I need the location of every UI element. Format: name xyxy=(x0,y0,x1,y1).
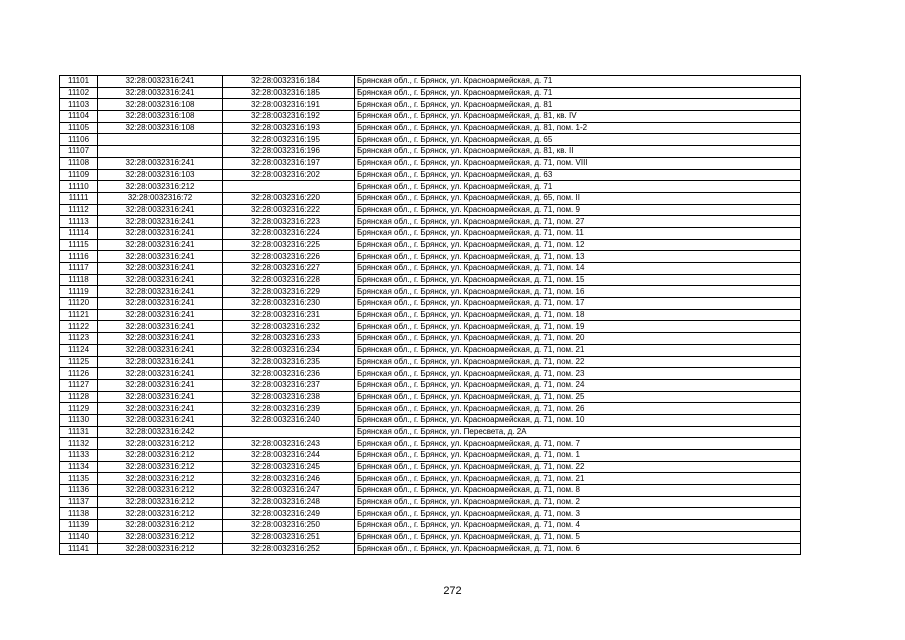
parent-cadastral-number-cell: 32:28:0032316:241 xyxy=(98,403,223,415)
row-number-cell: 11128 xyxy=(60,391,98,403)
row-number-cell: 11137 xyxy=(60,496,98,508)
address-cell: Брянская обл., г. Брянск, ул. Красноармейская, д. 71, пом. 7 xyxy=(355,438,801,450)
address-cell: Брянская обл., г. Брянск, ул. Красноармейская, д. 71, пом. 6 xyxy=(355,543,801,555)
row-number-cell: 11116 xyxy=(60,251,98,263)
table-row xyxy=(60,216,801,228)
row-number-cell: 11141 xyxy=(60,543,98,555)
cadastral-number-cell: 32:28:0032316:184 xyxy=(223,76,355,88)
table-row xyxy=(60,473,801,485)
table-row xyxy=(60,391,801,403)
cadastral-number-cell: 32:28:0032316:232 xyxy=(223,321,355,333)
table-row xyxy=(60,450,801,462)
address-cell: Брянская обл., г. Брянск, ул. Красноармейская, д. 71, пом. 20 xyxy=(355,333,801,345)
parent-cadastral-number-cell: 32:28:0032316:241 xyxy=(98,274,223,286)
table-row xyxy=(60,192,801,204)
table-row xyxy=(60,204,801,216)
address-cell: Брянская обл., г. Брянск, ул. Пересвета, д. 2А xyxy=(355,426,801,438)
row-number-cell: 11109 xyxy=(60,169,98,181)
cadastral-number-cell: 32:28:0032316:228 xyxy=(223,274,355,286)
table-row xyxy=(60,286,801,298)
address-cell: Брянская обл., г. Брянск, ул. Красноармейская, д. 71, пом. 5 xyxy=(355,531,801,543)
cadastral-number-cell: 32:28:0032316:235 xyxy=(223,356,355,368)
table-row xyxy=(60,485,801,497)
parent-cadastral-number-cell: 32:28:0032316:241 xyxy=(98,263,223,275)
address-cell: Брянская обл., г. Брянск, ул. Красноармейская, д. 71, пом. 23 xyxy=(355,368,801,380)
cadastral-number-cell: 32:28:0032316:222 xyxy=(223,204,355,216)
page-number: 272 xyxy=(443,585,462,597)
table-row xyxy=(60,239,801,251)
parent-cadastral-number-cell: 32:28:0032316:241 xyxy=(98,333,223,345)
address-cell: Брянская обл., г. Брянск, ул. Красноармейская, д. 71, пом. 19 xyxy=(355,321,801,333)
row-number-cell: 11121 xyxy=(60,309,98,321)
parent-cadastral-number-cell: 32:28:0032316:241 xyxy=(98,204,223,216)
address-cell: Брянская обл., г. Брянск, ул. Красноармейская, д. 81, кв. II xyxy=(355,146,801,158)
cadastral-number-cell: 32:28:0032316:243 xyxy=(223,438,355,450)
table-row xyxy=(60,134,801,146)
row-number-cell: 11125 xyxy=(60,356,98,368)
row-number-cell: 11136 xyxy=(60,485,98,497)
table-row xyxy=(60,309,801,321)
table-row xyxy=(60,181,801,193)
row-number-cell: 11103 xyxy=(60,99,98,111)
parent-cadastral-number-cell: 32:28:0032316:241 xyxy=(98,368,223,380)
cadastral-number-cell: 32:28:0032316:193 xyxy=(223,122,355,134)
cadastral-number-cell: 32:28:0032316:197 xyxy=(223,157,355,169)
cadastral-number-cell xyxy=(223,426,355,438)
row-number-cell: 11140 xyxy=(60,531,98,543)
parent-cadastral-number-cell: 32:28:0032316:212 xyxy=(98,531,223,543)
table-row xyxy=(60,111,801,123)
table-row xyxy=(60,356,801,368)
table-row xyxy=(60,227,801,239)
cadastral-number-cell: 32:28:0032316:248 xyxy=(223,496,355,508)
address-cell: Брянская обл., г. Брянск, ул. Красноармейская, д. 71, пом. 26 xyxy=(355,403,801,415)
cadastral-number-cell: 32:28:0032316:237 xyxy=(223,379,355,391)
address-cell: Брянская обл., г. Брянск, ул. Красноармейская, д. 71, пом. 16 xyxy=(355,286,801,298)
parent-cadastral-number-cell: 32:28:0032316:212 xyxy=(98,543,223,555)
table-row xyxy=(60,344,801,356)
row-number-cell: 11138 xyxy=(60,508,98,520)
row-number-cell: 11130 xyxy=(60,414,98,426)
cadastral-number-cell: 32:28:0032316:234 xyxy=(223,344,355,356)
row-number-cell: 11112 xyxy=(60,204,98,216)
cadastral-number-cell: 32:28:0032316:224 xyxy=(223,227,355,239)
table-row xyxy=(60,263,801,275)
parent-cadastral-number-cell: 32:28:0032316:241 xyxy=(98,87,223,99)
cadastral-number-cell: 32:28:0032316:192 xyxy=(223,111,355,123)
table-row xyxy=(60,333,801,345)
parent-cadastral-number-cell: 32:28:0032316:241 xyxy=(98,391,223,403)
parent-cadastral-number-cell: 32:28:0032316:108 xyxy=(98,122,223,134)
table-row xyxy=(60,520,801,532)
row-number-cell: 11134 xyxy=(60,461,98,473)
parent-cadastral-number-cell: 32:28:0032316:212 xyxy=(98,450,223,462)
parent-cadastral-number-cell: 32:28:0032316:241 xyxy=(98,356,223,368)
cadastral-number-cell: 32:28:0032316:251 xyxy=(223,531,355,543)
cadastral-registry-table xyxy=(59,75,801,555)
row-number-cell: 11139 xyxy=(60,520,98,532)
table-row xyxy=(60,403,801,415)
row-number-cell: 11132 xyxy=(60,438,98,450)
parent-cadastral-number-cell: 32:28:0032316:212 xyxy=(98,181,223,193)
row-number-cell: 11102 xyxy=(60,87,98,99)
parent-cadastral-number-cell: 32:28:0032316:241 xyxy=(98,379,223,391)
cadastral-number-cell xyxy=(223,181,355,193)
parent-cadastral-number-cell: 32:28:0032316:212 xyxy=(98,508,223,520)
row-number-cell: 11122 xyxy=(60,321,98,333)
address-cell: Брянская обл., г. Брянск, ул. Красноармейская, д. 71, пом. 17 xyxy=(355,298,801,310)
parent-cadastral-number-cell: 32:28:0032316:241 xyxy=(98,298,223,310)
parent-cadastral-number-cell: 32:28:0032316:108 xyxy=(98,99,223,111)
table-row xyxy=(60,368,801,380)
address-cell: Брянская обл., г. Брянск, ул. Красноармейская, д. 81, пом. 1-2 xyxy=(355,122,801,134)
parent-cadastral-number-cell: 32:28:0032316:241 xyxy=(98,344,223,356)
table-row xyxy=(60,321,801,333)
parent-cadastral-number-cell: 32:28:0032316:212 xyxy=(98,485,223,497)
row-number-cell: 11133 xyxy=(60,450,98,462)
table-row xyxy=(60,122,801,134)
address-cell: Брянская обл., г. Брянск, ул. Красноармейская, д. 71, пом. 15 xyxy=(355,274,801,286)
cadastral-number-cell: 32:28:0032316:233 xyxy=(223,333,355,345)
row-number-cell: 11119 xyxy=(60,286,98,298)
cadastral-number-cell: 32:28:0032316:227 xyxy=(223,263,355,275)
row-number-cell: 11120 xyxy=(60,298,98,310)
address-cell: Брянская обл., г. Брянск, ул. Красноармейская, д. 71, пом. 3 xyxy=(355,508,801,520)
cadastral-number-cell: 32:28:0032316:239 xyxy=(223,403,355,415)
table-body xyxy=(60,76,801,555)
table-row xyxy=(60,76,801,88)
cadastral-number-cell: 32:28:0032316:229 xyxy=(223,286,355,298)
address-cell: Брянская обл., г. Брянск, ул. Красноармейская, д. 71, пом. VIII xyxy=(355,157,801,169)
row-number-cell: 11111 xyxy=(60,192,98,204)
row-number-cell: 11123 xyxy=(60,333,98,345)
cadastral-number-cell: 32:28:0032316:249 xyxy=(223,508,355,520)
table-row xyxy=(60,379,801,391)
row-number-cell: 11113 xyxy=(60,216,98,228)
cadastral-number-cell: 32:28:0032316:238 xyxy=(223,391,355,403)
address-cell: Брянская обл., г. Брянск, ул. Красноармейская, д. 81, кв. IV xyxy=(355,111,801,123)
parent-cadastral-number-cell: 32:28:0032316:108 xyxy=(98,111,223,123)
address-cell: Брянская обл., г. Брянск, ул. Красноармейская, д. 71 xyxy=(355,76,801,88)
parent-cadastral-number-cell: 32:28:0032316:212 xyxy=(98,461,223,473)
row-number-cell: 11117 xyxy=(60,263,98,275)
table-row xyxy=(60,508,801,520)
address-cell: Брянская обл., г. Брянск, ул. Красноармейская, д. 71, пом. 13 xyxy=(355,251,801,263)
cadastral-number-cell: 32:28:0032316:252 xyxy=(223,543,355,555)
address-cell: Брянская обл., г. Брянск, ул. Красноармейская, д. 71, пом. 24 xyxy=(355,379,801,391)
cadastral-number-cell: 32:28:0032316:244 xyxy=(223,450,355,462)
row-number-cell: 11110 xyxy=(60,181,98,193)
address-cell: Брянская обл., г. Брянск, ул. Красноармейская, д. 71, пом. 4 xyxy=(355,520,801,532)
row-number-cell: 11126 xyxy=(60,368,98,380)
row-number-cell: 11118 xyxy=(60,274,98,286)
address-cell: Брянская обл., г. Брянск, ул. Красноармейская, д. 71, пом. 11 xyxy=(355,227,801,239)
address-cell: Брянская обл., г. Брянск, ул. Красноармейская, д. 65 xyxy=(355,134,801,146)
parent-cadastral-number-cell: 32:28:0032316:241 xyxy=(98,309,223,321)
parent-cadastral-number-cell: 32:28:0032316:212 xyxy=(98,473,223,485)
row-number-cell: 11108 xyxy=(60,157,98,169)
row-number-cell: 11124 xyxy=(60,344,98,356)
parent-cadastral-number-cell: 32:28:0032316:103 xyxy=(98,169,223,181)
cadastral-number-cell: 32:28:0032316:247 xyxy=(223,485,355,497)
parent-cadastral-number-cell: 32:28:0032316:212 xyxy=(98,520,223,532)
address-cell: Брянская обл., г. Брянск, ул. Красноармейская, д. 71, пом. 9 xyxy=(355,204,801,216)
row-number-cell: 11127 xyxy=(60,379,98,391)
row-number-cell: 11135 xyxy=(60,473,98,485)
parent-cadastral-number-cell: 32:28:0032316:241 xyxy=(98,239,223,251)
parent-cadastral-number-cell: 32:28:0032316:241 xyxy=(98,227,223,239)
parent-cadastral-number-cell: 32:28:0032316:212 xyxy=(98,496,223,508)
table-row xyxy=(60,274,801,286)
table-row xyxy=(60,461,801,473)
table-row xyxy=(60,146,801,158)
table-row xyxy=(60,251,801,263)
address-cell: Брянская обл., г. Брянск, ул. Красноармейская, д. 71, пом. 10 xyxy=(355,414,801,426)
cadastral-number-cell: 32:28:0032316:195 xyxy=(223,134,355,146)
table-row xyxy=(60,531,801,543)
address-cell: Брянская обл., г. Брянск, ул. Красноармейская, д. 71, пом. 2 xyxy=(355,496,801,508)
address-cell: Брянская обл., г. Брянск, ул. Красноармейская, д. 71, пом. 8 xyxy=(355,485,801,497)
parent-cadastral-number-cell: 32:28:0032316:241 xyxy=(98,216,223,228)
cadastral-number-cell: 32:28:0032316:185 xyxy=(223,87,355,99)
address-cell: Брянская обл., г. Брянск, ул. Красноармейская, д. 71, пом. 22 xyxy=(355,461,801,473)
cadastral-number-cell: 32:28:0032316:236 xyxy=(223,368,355,380)
row-number-cell: 11131 xyxy=(60,426,98,438)
table-row xyxy=(60,496,801,508)
cadastral-number-cell: 32:28:0032316:196 xyxy=(223,146,355,158)
address-cell: Брянская обл., г. Брянск, ул. Красноармейская, д. 81 xyxy=(355,99,801,111)
row-number-cell: 11107 xyxy=(60,146,98,158)
address-cell: Брянская обл., г. Брянск, ул. Красноармейская, д. 65, пом. II xyxy=(355,192,801,204)
cadastral-number-cell: 32:28:0032316:220 xyxy=(223,192,355,204)
cadastral-number-cell: 32:28:0032316:226 xyxy=(223,251,355,263)
cadastral-number-cell: 32:28:0032316:202 xyxy=(223,169,355,181)
cadastral-number-cell: 32:28:0032316:246 xyxy=(223,473,355,485)
cadastral-number-cell: 32:28:0032316:230 xyxy=(223,298,355,310)
address-cell: Брянская обл., г. Брянск, ул. Красноармейская, д. 71 xyxy=(355,87,801,99)
address-cell: Брянская обл., г. Брянск, ул. Красноармейская, д. 71, пом. 14 xyxy=(355,263,801,275)
table-row xyxy=(60,438,801,450)
row-number-cell: 11104 xyxy=(60,111,98,123)
table-row xyxy=(60,87,801,99)
table-row xyxy=(60,169,801,181)
address-cell: Брянская обл., г. Брянск, ул. Красноармейская, д. 71, пом. 25 xyxy=(355,391,801,403)
address-cell: Брянская обл., г. Брянск, ул. Красноармейская, д. 71, пом. 21 xyxy=(355,473,801,485)
table-row xyxy=(60,414,801,426)
parent-cadastral-number-cell: 32:28:0032316:241 xyxy=(98,321,223,333)
parent-cadastral-number-cell: 32:28:0032316:212 xyxy=(98,438,223,450)
table-row xyxy=(60,543,801,555)
parent-cadastral-number-cell: 32:28:0032316:241 xyxy=(98,157,223,169)
cadastral-number-cell: 32:28:0032316:225 xyxy=(223,239,355,251)
cadastral-number-cell: 32:28:0032316:245 xyxy=(223,461,355,473)
row-number-cell: 11114 xyxy=(60,227,98,239)
parent-cadastral-number-cell: 32:28:0032316:241 xyxy=(98,76,223,88)
address-cell: Брянская обл., г. Брянск, ул. Красноармейская, д. 71 xyxy=(355,181,801,193)
address-cell: Брянская обл., г. Брянск, ул. Красноармейская, д. 71, пом. 1 xyxy=(355,450,801,462)
address-cell: Брянская обл., г. Брянск, ул. Красноармейская, д. 71, пом. 27 xyxy=(355,216,801,228)
cadastral-number-cell: 32:28:0032316:191 xyxy=(223,99,355,111)
address-cell: Брянская обл., г. Брянск, ул. Красноармейская, д. 71, пом. 21 xyxy=(355,344,801,356)
table-row xyxy=(60,157,801,169)
address-cell: Брянская обл., г. Брянск, ул. Красноармейская, д. 71, пом. 12 xyxy=(355,239,801,251)
parent-cadastral-number-cell: 32:28:0032316:72 xyxy=(98,192,223,204)
table-row xyxy=(60,99,801,111)
cadastral-number-cell: 32:28:0032316:240 xyxy=(223,414,355,426)
parent-cadastral-number-cell: 32:28:0032316:242 xyxy=(98,426,223,438)
parent-cadastral-number-cell: 32:28:0032316:241 xyxy=(98,286,223,298)
parent-cadastral-number-cell: 32:28:0032316:241 xyxy=(98,251,223,263)
parent-cadastral-number-cell xyxy=(98,146,223,158)
row-number-cell: 11115 xyxy=(60,239,98,251)
address-cell: Брянская обл., г. Брянск, ул. Красноармейская, д. 63 xyxy=(355,169,801,181)
address-cell: Брянская обл., г. Брянск, ул. Красноармейская, д. 71, пом. 22 xyxy=(355,356,801,368)
row-number-cell: 11106 xyxy=(60,134,98,146)
cadastral-number-cell: 32:28:0032316:231 xyxy=(223,309,355,321)
row-number-cell: 11129 xyxy=(60,403,98,415)
parent-cadastral-number-cell xyxy=(98,134,223,146)
parent-cadastral-number-cell: 32:28:0032316:241 xyxy=(98,414,223,426)
cadastral-number-cell: 32:28:0032316:223 xyxy=(223,216,355,228)
cadastral-number-cell: 32:28:0032316:250 xyxy=(223,520,355,532)
table-row xyxy=(60,426,801,438)
row-number-cell: 11101 xyxy=(60,76,98,88)
row-number-cell: 11105 xyxy=(60,122,98,134)
table-row xyxy=(60,298,801,310)
address-cell: Брянская обл., г. Брянск, ул. Красноармейская, д. 71, пом. 18 xyxy=(355,309,801,321)
